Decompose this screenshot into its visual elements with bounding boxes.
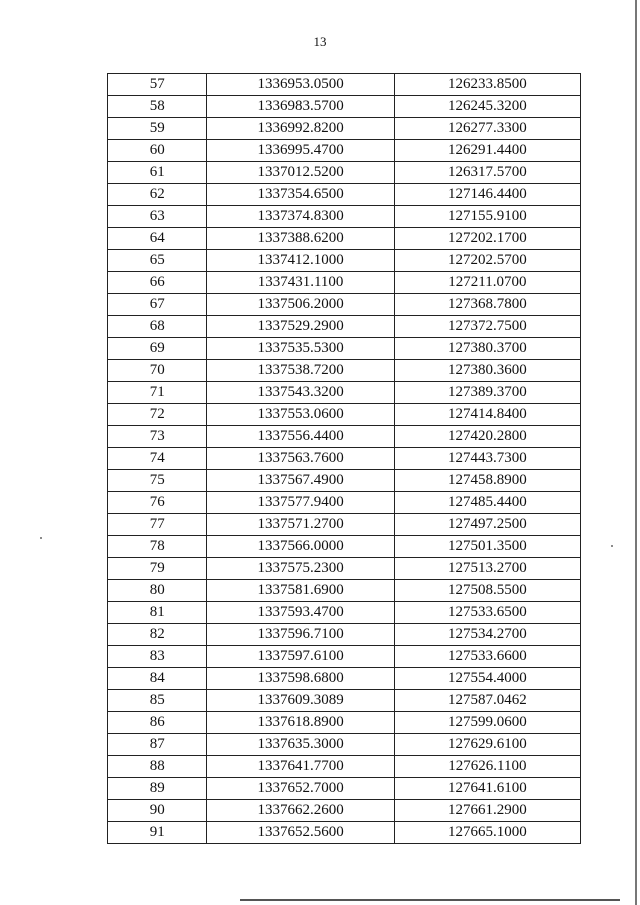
scan-speck [611,545,613,547]
x-coordinate-cell: 1337598.6800 [207,668,394,690]
y-coordinate-cell: 127202.5700 [394,250,580,272]
y-coordinate-cell: 127443.7300 [394,448,580,470]
y-coordinate-cell: 127534.2700 [394,624,580,646]
x-coordinate-cell: 1337538.7200 [207,360,394,382]
table-row [108,294,581,316]
point-number-cell: 86 [108,712,207,734]
point-number-cell: 58 [108,96,207,118]
y-coordinate-cell: 127380.3600 [394,360,580,382]
point-number-cell: 80 [108,580,207,602]
point-number-cell: 65 [108,250,207,272]
x-coordinate-cell: 1336995.4700 [207,140,394,162]
y-coordinate-cell: 127629.6100 [394,734,580,756]
table-row [108,74,581,96]
y-coordinate-cell: 127508.5500 [394,580,580,602]
y-coordinate-cell: 126317.5700 [394,162,580,184]
x-coordinate-cell: 1336983.5700 [207,96,394,118]
y-coordinate-cell: 127389.3700 [394,382,580,404]
table-row [108,184,581,206]
y-coordinate-cell: 127501.3500 [394,536,580,558]
x-coordinate-cell: 1337652.5600 [207,822,394,844]
y-coordinate-cell: 127661.2900 [394,800,580,822]
y-coordinate-cell: 127513.2700 [394,558,580,580]
point-number-cell: 60 [108,140,207,162]
point-number-cell: 89 [108,778,207,800]
y-coordinate-cell: 127155.9100 [394,206,580,228]
point-number-cell: 57 [108,74,207,96]
x-coordinate-cell: 1337581.6900 [207,580,394,602]
point-number-cell: 66 [108,272,207,294]
point-number-cell: 76 [108,492,207,514]
point-number-cell: 88 [108,756,207,778]
table-row [108,448,581,470]
table-row [108,360,581,382]
table-row [108,206,581,228]
x-coordinate-cell: 1337431.1100 [207,272,394,294]
table-row [108,382,581,404]
point-number-cell: 68 [108,316,207,338]
x-coordinate-cell: 1337553.0600 [207,404,394,426]
y-coordinate-cell: 127414.8400 [394,404,580,426]
y-coordinate-cell: 127420.2800 [394,426,580,448]
point-number-cell: 83 [108,646,207,668]
table-row [108,162,581,184]
y-coordinate-cell: 126245.3200 [394,96,580,118]
point-number-cell: 61 [108,162,207,184]
table-row [108,822,581,844]
scan-speck [40,537,42,539]
table-row [108,690,581,712]
table-row [108,646,581,668]
x-coordinate-cell: 1337597.6100 [207,646,394,668]
point-number-cell: 59 [108,118,207,140]
table-row [108,492,581,514]
y-coordinate-cell: 127626.1100 [394,756,580,778]
x-coordinate-cell: 1337388.6200 [207,228,394,250]
point-number-cell: 63 [108,206,207,228]
page-number: 13 [313,34,327,49]
table-row [108,580,581,602]
y-coordinate-cell: 127485.4400 [394,492,580,514]
table-row [108,338,581,360]
coordinates-table [107,73,581,844]
point-number-cell: 75 [108,470,207,492]
x-coordinate-cell: 1337593.4700 [207,602,394,624]
x-coordinate-cell: 1337535.5300 [207,338,394,360]
table-row [108,470,581,492]
table-row [108,712,581,734]
y-coordinate-cell: 127497.2500 [394,514,580,536]
x-coordinate-cell: 1337641.7700 [207,756,394,778]
point-number-cell: 64 [108,228,207,250]
x-coordinate-cell: 1337563.7600 [207,448,394,470]
x-coordinate-cell: 1337567.4900 [207,470,394,492]
page-edge-right [635,0,637,905]
x-coordinate-cell: 1337609.3089 [207,690,394,712]
y-coordinate-cell: 127665.1000 [394,822,580,844]
y-coordinate-cell: 127458.8900 [394,470,580,492]
y-coordinate-cell: 127641.6100 [394,778,580,800]
x-coordinate-cell: 1337571.2700 [207,514,394,536]
y-coordinate-cell: 127368.7800 [394,294,580,316]
y-coordinate-cell: 127380.3700 [394,338,580,360]
x-coordinate-cell: 1337412.1000 [207,250,394,272]
point-number-cell: 77 [108,514,207,536]
x-coordinate-cell: 1337374.8300 [207,206,394,228]
x-coordinate-cell: 1337596.7100 [207,624,394,646]
x-coordinate-cell: 1337635.3000 [207,734,394,756]
table-row [108,756,581,778]
point-number-cell: 73 [108,426,207,448]
point-number-cell: 71 [108,382,207,404]
y-coordinate-cell: 126291.4400 [394,140,580,162]
y-coordinate-cell: 127533.6600 [394,646,580,668]
x-coordinate-cell: 1336992.8200 [207,118,394,140]
coordinates-table-body [108,74,581,844]
y-coordinate-cell: 127211.0700 [394,272,580,294]
point-number-cell: 84 [108,668,207,690]
point-number-cell: 91 [108,822,207,844]
table-row [108,96,581,118]
y-coordinate-cell: 127533.6500 [394,602,580,624]
table-row [108,118,581,140]
x-coordinate-cell: 1337506.2000 [207,294,394,316]
y-coordinate-cell: 126233.8500 [394,74,580,96]
x-coordinate-cell: 1337577.9400 [207,492,394,514]
table-row [108,602,581,624]
point-number-cell: 67 [108,294,207,316]
y-coordinate-cell: 127554.4000 [394,668,580,690]
x-coordinate-cell: 1337618.8900 [207,712,394,734]
table-row [108,426,581,448]
table-row [108,514,581,536]
y-coordinate-cell: 127587.0462 [394,690,580,712]
point-number-cell: 85 [108,690,207,712]
y-coordinate-cell: 127599.0600 [394,712,580,734]
x-coordinate-cell: 1336953.0500 [207,74,394,96]
table-row [108,140,581,162]
table-row [108,536,581,558]
table-row [108,250,581,272]
table-row [108,316,581,338]
x-coordinate-cell: 1337354.6500 [207,184,394,206]
x-coordinate-cell: 1337652.7000 [207,778,394,800]
page-edge-bottom [240,899,620,901]
table-row [108,668,581,690]
point-number-cell: 87 [108,734,207,756]
table-row [108,228,581,250]
table-row [108,778,581,800]
point-number-cell: 79 [108,558,207,580]
x-coordinate-cell: 1337012.5200 [207,162,394,184]
table-row [108,404,581,426]
point-number-cell: 78 [108,536,207,558]
table-row [108,734,581,756]
point-number-cell: 62 [108,184,207,206]
point-number-cell: 74 [108,448,207,470]
y-coordinate-cell: 127202.1700 [394,228,580,250]
x-coordinate-cell: 1337662.2600 [207,800,394,822]
x-coordinate-cell: 1337566.0000 [207,536,394,558]
point-number-cell: 72 [108,404,207,426]
y-coordinate-cell: 127146.4400 [394,184,580,206]
x-coordinate-cell: 1337543.3200 [207,382,394,404]
x-coordinate-cell: 1337529.2900 [207,316,394,338]
point-number-cell: 90 [108,800,207,822]
point-number-cell: 82 [108,624,207,646]
point-number-cell: 70 [108,360,207,382]
point-number-cell: 69 [108,338,207,360]
table-row [108,558,581,580]
x-coordinate-cell: 1337575.2300 [207,558,394,580]
table-row [108,800,581,822]
table-row [108,272,581,294]
table-row [108,624,581,646]
point-number-cell: 81 [108,602,207,624]
x-coordinate-cell: 1337556.4400 [207,426,394,448]
y-coordinate-cell: 127372.7500 [394,316,580,338]
y-coordinate-cell: 126277.3300 [394,118,580,140]
